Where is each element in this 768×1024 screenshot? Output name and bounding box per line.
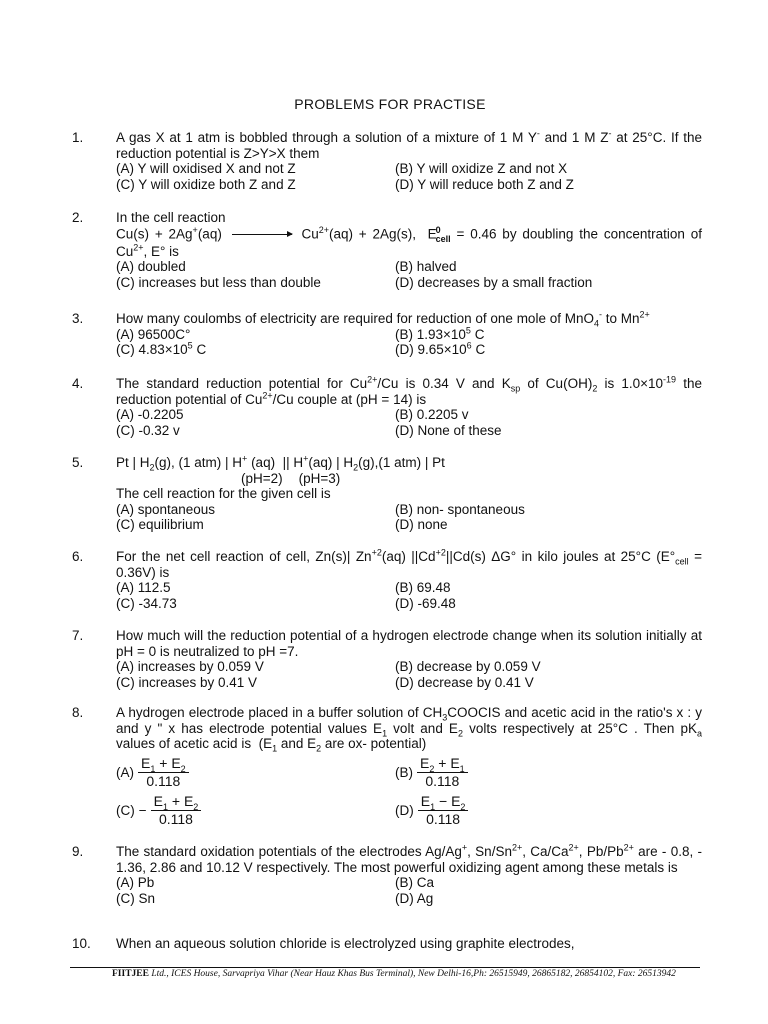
option-b[interactable]: (B) $1.93\times 10^5$ C xyxy=(395,325,485,342)
question-number: 2. xyxy=(72,210,84,225)
question-number: 8. xyxy=(72,705,84,720)
option-b[interactable]: (B) Y will oxidize Z and not X xyxy=(395,161,568,176)
fraction: $\frac{E_1 - E_2}{0.118}$ xyxy=(418,794,469,828)
question-number: 9. xyxy=(72,844,84,859)
option-a[interactable]: (A) $\frac{E_1 + E_2}{0.118}$ xyxy=(116,754,395,792)
question-stem: How many coulombs of electricity are required for reduction of one mole of MnO$_4$- to $Mn^{2+}$ xyxy=(116,309,650,329)
question-number: 4. xyxy=(72,376,84,391)
option-a[interactable]: (A) -0.2205 xyxy=(116,407,184,422)
fraction: $\frac{E_1 + E_2}{0.118}$ xyxy=(138,756,189,790)
question-5 xyxy=(72,455,702,533)
option-c[interactable]: (C) equilibrium xyxy=(116,517,204,532)
question-stem: A hydrogen electrode placed in a buffer solution of $CH_3COOCIS$ and acetic acid in the ratio's x : y and y " x has electrode potential values $E_1$ volt and $E_2$ volts respectively at 25°C . Then $pK_a$ values of acetic acid is ($E_1$ and $E_2$ are ox- potential) xyxy=(116,705,702,754)
option-d[interactable]: (D) none xyxy=(395,517,448,532)
option-d[interactable]: (D) $9.65\times 10^6$ C xyxy=(395,340,486,357)
option-a[interactable]: (A) Y will oxidised X and not Z xyxy=(116,161,296,176)
option-b[interactable]: (B) halved xyxy=(395,259,457,274)
option-d[interactable]: (D) -69.48 xyxy=(395,595,456,611)
footer-address: Ltd., ICES House, Sarvapriya Vihar (Near Hauz Khas Bus Terminal), New Delhi-16,Ph: 26515949, 26865182, 26854102, Fax: 26513942 xyxy=(148,969,676,979)
option-c[interactable]: (C) increases by 0.41 V xyxy=(116,674,258,690)
option-b[interactable]: (B) $\frac{E_2 + E_1}{0.118}$ xyxy=(395,754,702,792)
question-stem: Pt | $H_2(g)$, (1 atm) | H+ (aq) || H+(aq) | $H_2(g),(1$ atm) | Pt (pH=2) (pH=3) The cell reaction for the given cell is xyxy=(116,453,445,501)
question-2 xyxy=(72,210,702,290)
option-b[interactable]: (B) non- spontaneous xyxy=(395,501,525,517)
option-c[interactable]: (C) − $\frac{E_1 + E_2}{0.118}$ xyxy=(116,792,395,830)
question-stem: When an aqueous solution chloride is electrolyzed using graphite electrodes, xyxy=(116,936,575,951)
option-a[interactable]: (A) 112.5 xyxy=(116,580,171,595)
option-a[interactable]: (A) increases by 0.059 V xyxy=(116,659,264,674)
option-c[interactable]: (C) Y will oxidize both Z and Z xyxy=(116,176,296,192)
question-number: 10. xyxy=(72,936,91,951)
question-stem: The standard oxidation potentials of the electrodes Ag/Ag+, $Sn/Sn^{2+}$, $Ca/Ca^{2+}$, $Pb/Pb^{2+}$ are - 0.8, - 1.36, 2.86 and 10.12 V respectively. The most powerful oxidizing agent among these metals is xyxy=(116,842,702,875)
question-number: 5. xyxy=(72,455,84,470)
footer-divider xyxy=(70,967,700,968)
question-8 xyxy=(72,705,702,830)
option-d[interactable]: (D) Ag xyxy=(395,890,434,906)
fraction: $\frac{E_2 + E_1}{0.118}$ xyxy=(417,756,468,790)
option-c[interactable]: (C) Sn xyxy=(116,890,156,906)
option-a[interactable]: (A) spontaneous xyxy=(116,501,216,517)
question-6 xyxy=(72,549,702,611)
question-9 xyxy=(72,844,702,906)
option-c[interactable]: (C) $4.83\times 10^5$ C xyxy=(116,340,207,357)
question-number: 1. xyxy=(72,130,84,145)
footer-brand: FIITJEE xyxy=(112,969,149,979)
option-a[interactable]: (A) Pb xyxy=(116,875,155,890)
question-stem: The standard reduction potential for $Cu^{2+}/Cu$ is 0.34 V and $K_{sp}$ of $Cu(OH)_2$ is $1.0\times 10^{-19}$ the reduction potential of $Cu^{2+}/Cu$ couple at (pH = 14) is xyxy=(116,374,702,407)
question-10 xyxy=(72,936,702,952)
question-1 xyxy=(72,130,702,192)
option-b[interactable]: (B) 69.48 xyxy=(395,580,451,595)
option-c[interactable]: (C) increases but less than double xyxy=(116,274,321,290)
option-a[interactable]: (A) 96500C° xyxy=(116,326,191,342)
option-d[interactable]: (D) $\frac{E_1 - E_2}{0.118}$ xyxy=(395,792,702,830)
question-stem: A gas X at 1 atm is bobbled through a solution of a mixture of 1 M Y- and 1 M Z- at 25°C. If the reduction potential is Z>Y>X them xyxy=(116,128,703,161)
option-d[interactable]: (D) None of these xyxy=(395,422,502,438)
option-b[interactable]: (B) 0.2205 v xyxy=(395,407,469,422)
option-a[interactable]: (A) doubled xyxy=(116,259,186,274)
question-number: 7. xyxy=(72,628,84,643)
question-number: 3. xyxy=(72,311,84,326)
footer xyxy=(112,969,676,979)
question-number: 6. xyxy=(72,549,84,564)
option-b[interactable]: (B) Ca xyxy=(395,875,435,890)
question-stem: For the net cell reaction of cell, Zn(s)| $Zn^{+2}(aq)$ $||Cd^{+2}||Cd(s)$ ΔG° in kilo joules at 25°C $(E^\circ_{cell} = 0.36V)$ is xyxy=(116,547,703,580)
question-stem: How much will the reduction potential of a hydrogen electrode change when its solution initially at pH = 0 is neutralized to pH =7. xyxy=(116,628,702,659)
option-d[interactable]: (D) decrease by 0.41 V xyxy=(395,674,534,690)
page-title: PROBLEMS FOR PRACTISE xyxy=(294,96,486,112)
question-7 xyxy=(72,628,702,690)
option-c[interactable]: (C) -34.73 xyxy=(116,595,177,611)
question-stem: In the cell reaction Cu(s) + 2Ag+(aq) $Cu^{2+}(aq) + 2Ag(s)$, E 0 cell = 0.46 by doubling the concentration of $Cu^{2+}$, E° is xyxy=(116,210,702,259)
option-c[interactable]: (C) -0.32 v xyxy=(116,422,180,438)
option-d[interactable]: (D) decreases by a small fraction xyxy=(395,274,593,290)
fraction: $\frac{E_1 + E_2}{0.118}$ xyxy=(151,794,202,828)
question-4 xyxy=(72,376,702,438)
option-d[interactable]: (D) Y will reduce both Z and Z xyxy=(395,176,574,192)
option-b[interactable]: (B) decrease by 0.059 V xyxy=(395,659,541,674)
question-3 xyxy=(72,311,702,358)
